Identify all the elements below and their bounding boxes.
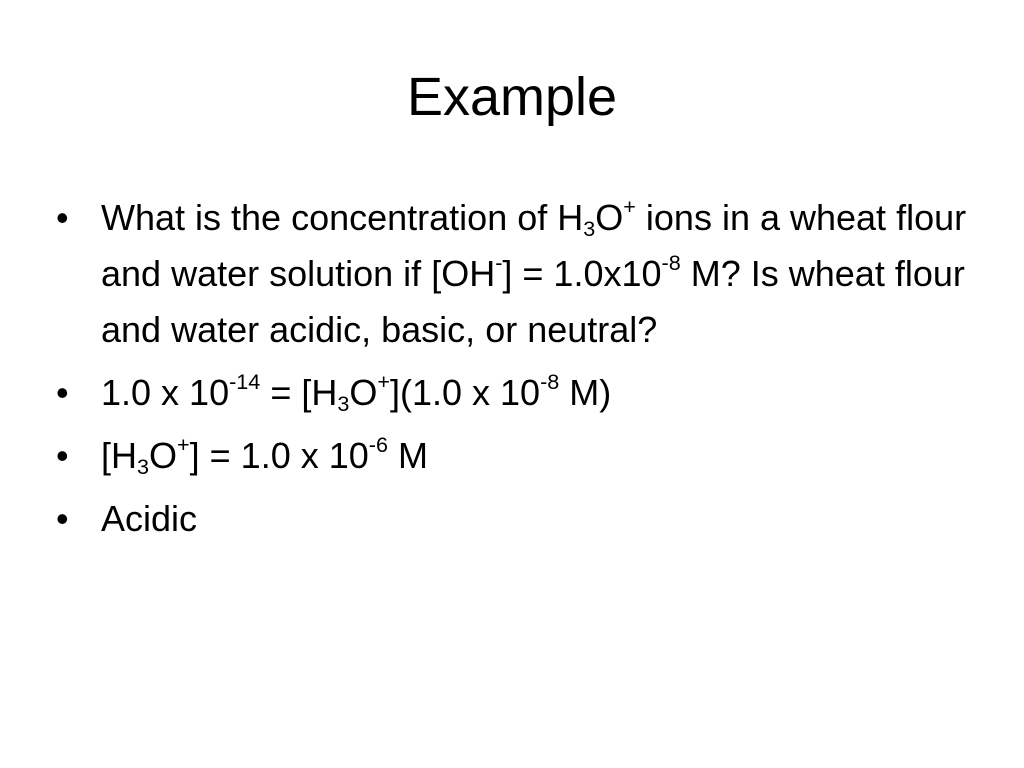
text-run: Acidic [101,498,198,539]
superscript: - [495,250,503,276]
text-run: M? Is wheat flour and water acidic, basic, or neutral? [101,253,965,350]
superscript: + [377,369,390,395]
text-run: = [H [260,372,338,413]
text-run: What is the concentration of H [101,197,584,238]
text-run: ] = 1.0x10 [502,253,662,294]
slide-title: Example [406,67,618,127]
superscript: -14 [229,369,261,395]
bullet-marker: • [56,197,69,238]
subscript: 3 [137,454,150,480]
text-run: ] = 1.0 x 10 [189,435,369,476]
bullet-marker: • [56,498,69,539]
bullet-item [56,365,986,421]
bullet-item [56,491,986,547]
bullet-list [56,190,986,554]
bullet-item [56,190,986,358]
subscript: 3 [583,216,596,242]
bullet-text [101,194,967,350]
text-run: ions in a wheat flour and water solution if [OH [101,197,967,294]
superscript: -8 [540,369,560,395]
text-run: O [595,197,624,238]
superscript: + [623,194,636,220]
bullet-marker: • [56,435,69,476]
superscript: -8 [661,250,681,276]
bullet-text [101,369,612,417]
text-run: O [349,372,378,413]
superscript: -6 [368,432,388,458]
bullet-text [101,432,428,480]
text-run: 1.0 x 10 [101,372,230,413]
bullet-text [101,498,197,539]
subscript: 3 [337,391,350,417]
superscript: + [177,432,190,458]
text-run: M) [559,372,612,413]
text-run: ](1.0 x 10 [390,372,541,413]
bullet-marker: • [56,372,69,413]
text-run: O [149,435,178,476]
text-run: M [387,435,428,476]
text-run: [H [101,435,137,476]
bullet-item [56,428,986,484]
